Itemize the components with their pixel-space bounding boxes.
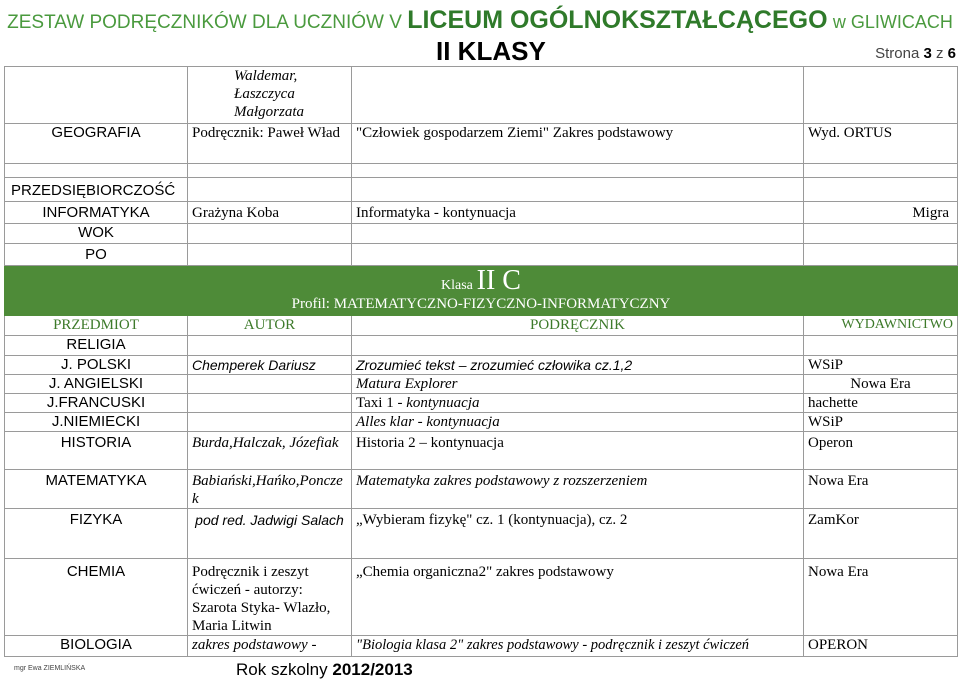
author-cell: Podręcznik: Paweł Wład [188,124,352,164]
title-cell: Alles klar - kontynuacja [352,413,804,432]
title-cell: „Wybieram fizykę" cz. 1 (kontynuacja), cz. 2 [352,509,804,559]
title-cell: Zrozumieć tekst – zrozumieć człowika cz.1,2 [352,356,804,375]
title-cell: "Biologia klasa 2" zakres podstawowy - podręcznik i zeszyt ćwiczeń [352,636,804,657]
table-row [5,636,958,657]
table-row [5,432,958,470]
table-row [5,413,958,432]
title-cell: "Człowiek gospodarzem Ziemi" Zakres podstawowy [352,124,804,164]
publisher-cell: OPERON [804,636,958,657]
author-cell: Waldemar, Łaszczyca Małgorzata [188,67,352,124]
author-cell: Babiański,Hańko,Ponczek [188,470,352,509]
author-cell: Burda,Halczak, Józefiak [188,432,352,470]
class-banner [5,266,958,316]
subject-cell: J.FRANCUSKI [5,394,188,413]
publisher-cell: WSiP [804,356,958,375]
table-row [5,202,958,224]
page-number: Strona 3 z 6 [875,45,956,62]
table-row [5,559,958,636]
klasa-profil: Profil: MATEMATYCZNO-FIZYCZNO-INFORMATYCZNY [291,296,671,312]
publisher-cell: Wyd. ORTUS [804,124,958,164]
subject-cell: GEOGRAFIA [5,124,188,164]
subject-cell: RELIGIA [5,336,188,356]
publisher-cell: WSiP [804,413,958,432]
table-row [5,67,958,124]
publisher-cell: Nowa Era [804,470,958,509]
subject-cell: FIZYKA [5,509,188,559]
title-cell: Historia 2 – kontynuacja [352,432,804,470]
column-header-podrecznik: PODRĘCZNIK [352,316,804,336]
author-cell: Chemperek Dariusz [188,356,352,375]
class-title: II KLASY [436,36,546,66]
subject-cell: BIOLOGIA [5,636,188,657]
title-cell: Matura Explorer [352,375,804,394]
table-row [5,509,958,559]
header-prefix: ZESTAW PODRĘCZNIKÓW DLA UCZNIÓW V [7,12,402,33]
table-row [5,178,958,202]
klasa-name: II C [476,265,521,296]
subject-cell: PRZEDSIĘBIORCZOŚĆ [5,178,188,202]
publisher-cell: Nowa Era [804,375,958,394]
column-header-przedmiot: PRZEDMIOT [5,316,188,336]
subject-cell: WOK [5,224,188,244]
table-row [5,124,958,164]
subject-cell: MATEMATYKA [5,470,188,509]
table-row [5,470,958,509]
klasa-label: Klasa [441,278,473,293]
title-cell: Informatyka - kontynuacja [352,202,804,224]
table-row [5,224,958,244]
column-header-row [5,316,958,336]
table-row [5,336,958,356]
author-cell: Podręcznik i zeszyt ćwiczeń - autorzy: Szarota Styka- Wlazło, Maria Litwin [188,559,352,636]
subject-cell: PO [5,244,188,266]
subject-cell: INFORMATYKA [5,202,188,224]
table-row [5,394,958,413]
title-cell: Taxi 1 - kontynuacja [352,394,804,413]
textbook-table [4,66,958,657]
subject-cell: J.NIEMIECKI [5,413,188,432]
header-suffix: w GLIWICACH [832,12,953,32]
publisher-cell: Migra [804,202,958,224]
table-row [5,244,958,266]
publisher-cell: Operon [804,432,958,470]
footer-author: mgr Ewa ZIEMLIŃSKA [14,665,86,672]
subject-cell: HISTORIA [5,432,188,470]
author-cell: Grażyna Koba [188,202,352,224]
publisher-cell: ZamKor [804,509,958,559]
column-header-autor: AUTOR [188,316,352,336]
header-school: LICEUM OGÓLNOKSZTAŁCĄCEGO [407,6,828,34]
author-cell: pod red. Jadwigi Salach [188,509,352,559]
table-row [5,375,958,394]
table-row [5,356,958,375]
column-header-wydawnictwo: WYDAWNICTWO [804,316,958,336]
subject-cell: CHEMIA [5,559,188,636]
publisher-cell: hachette [804,394,958,413]
author-cell: zakres podstawowy - [188,636,352,657]
subject-cell: J. ANGIELSKI [5,375,188,394]
title-cell: „Chemia organiczna2" zakres podstawowy [352,559,804,636]
title-cell: Matematyka zakres podstawowy z rozszerzeniem [352,470,804,509]
table-row [5,164,958,178]
document-header [0,6,960,35]
subject-cell: J. POLSKI [5,356,188,375]
footer-year: Rok szkolny 2012/2013 [236,660,413,679]
publisher-cell: Nowa Era [804,559,958,636]
